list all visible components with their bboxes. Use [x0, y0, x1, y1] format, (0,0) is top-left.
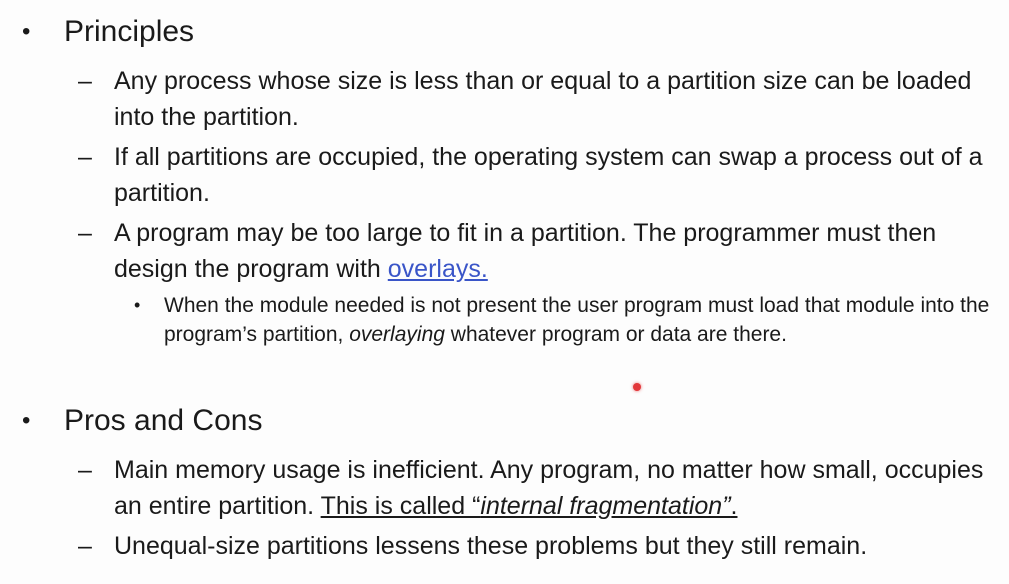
- dash-proscons-1: –: [78, 456, 92, 484]
- proscons-2-text: Unequal-size partitions lessens these problems but they still remain.: [114, 532, 868, 560]
- dash-principle-2: –: [78, 143, 92, 171]
- overlay-sub-item-text: [164, 291, 999, 349]
- heading-principles: Principles: [64, 15, 195, 48]
- proscons-1-part1: Main memory usage is inefficient. Any program, no matter how small, occupies an entire partition.: [114, 456, 984, 520]
- principle-1-text: Any process whose size is less than or equal to a partition size can be loaded into the partition.: [114, 67, 972, 131]
- proscons-1-underline-start: This is called “: [320, 492, 481, 520]
- proscons-1-text: [114, 452, 1004, 524]
- principle-3-text: [114, 215, 1004, 287]
- sub-item-italic: overlaying: [349, 323, 445, 346]
- dash-principle-1: –: [78, 67, 92, 95]
- sub-item-part2: whatever program or data are there.: [444, 323, 787, 346]
- sub-item-part1: When the module needed is not present the user program must load that module into the program’s partition,: [164, 294, 990, 346]
- overlays-link[interactable]: overlays.: [387, 255, 488, 283]
- heading-pros-cons: Pros and Cons: [64, 404, 263, 437]
- laser-pointer-dot: [633, 383, 641, 391]
- internal-fragmentation-phrase: [321, 492, 738, 520]
- proscons-1-italic: internal fragmentation”: [480, 492, 731, 520]
- bullet-principles: •: [22, 18, 31, 45]
- sub-bullet-overlays: •: [134, 295, 141, 315]
- bullet-pros-cons: •: [22, 407, 31, 434]
- dash-principle-3: –: [78, 219, 92, 247]
- proscons-1-underline-end: .: [730, 492, 738, 520]
- principle-2-text: If all partitions are occupied, the operating system can swap a process out of a partition.: [114, 143, 983, 207]
- dash-proscons-2: –: [78, 532, 92, 560]
- principle-3-text-main: A program may be too large to fit in a partition. The programmer must then design the program with: [114, 219, 937, 283]
